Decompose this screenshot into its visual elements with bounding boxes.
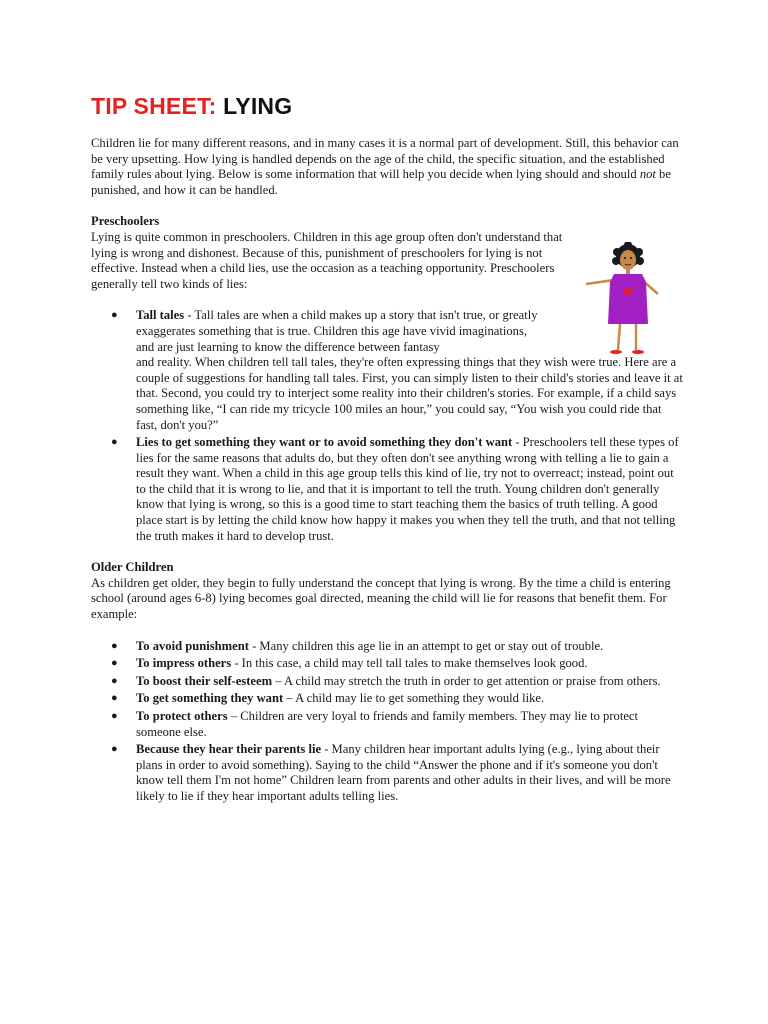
list-item-lies-to-get [91,435,683,544]
list-item-text: - In this case, a child may tell tall tales to make themselves look good. [231,656,588,671]
list-item [91,709,683,740]
older-children-paragraph: As children get older, they begin to fully understand the concept that lying is wrong. By the time a child is entering school (around ages 6-8) lying becomes goal directed, meaning the child will lie for reasons that benefit them. For example: [91,575,671,622]
older-children-list [91,639,683,805]
list-item [91,656,683,672]
list-item-text: - Preschoolers tell these types of lies for the same reasons that adults do, but they often don't see anything wrong with telling a lie to gain a result they want. When a child in this age group tells this kind of lie, try not to overreact; instead, point out to the child that it is wrong to lie, and that it is important to tell the truth. Young children don't generally know that lying is wrong, so this is a good time to start teaching them the basics of truth telling. A good place start is by letting the child know how happy it makes you when they tell the truth, and that not telling the truth makes it hard to develop trust. [136,435,679,543]
list-item-term: To protect others [136,709,228,723]
list-item-term: Lies to get something they want or to avoid something they don't want [136,435,513,450]
list-item-text-cont: and reality. When children tell tall tales, they're often expressing things that they wish were true. Here are a couple of suggestions for handling tall tales. First, you can simply listen to their child's stories and leave it at that. Second, you could try to interject some reality into their children's stories. For example, if a child says something like, “I can ride my tricycle 100 miles an hour,” you could say, “You wish you could ride that fast, don't you?” [136,355,683,432]
older-children-heading: Older Children [91,560,174,575]
intro-text-after: be punished, and how it can be handled. [91,167,671,197]
tip-sheet-page [91,92,683,807]
title-prefix: TIP SHEET: [91,93,217,119]
face-shape [620,250,636,270]
bullet-icon: ● [111,743,118,756]
list-item [91,674,683,690]
preschoolers-paragraph: Lying is quite common in preschoolers. Children in this age group often don't understand that lying is wrong and dishonest. Because of this, punishment of preschoolers for lying is not effective. Instead when a child lies, use the occasion as a teaching opportunity. Preschoolers generally tell two kinds of lies: [91,229,563,291]
older-children-section [91,560,683,804]
left-arm [586,280,614,284]
preschoolers-heading: Preschoolers [91,214,160,229]
dress-shape [608,274,648,324]
girl-clipart-icon [580,242,670,360]
intro-section [91,136,683,198]
left-shoe [610,350,622,354]
list-item [91,639,683,655]
title-main: LYING [223,93,293,119]
list-item-text: - Many children this age lie in an attempt to get or stay out of trouble. [248,638,604,653]
left-leg [618,324,620,350]
list-item-term: To boost their self-esteem [136,673,273,688]
intro-emphasis: not [639,167,656,182]
list-item-text: – A child may lie to get something they would like. [283,691,545,706]
list-item-text: – A child may stretch the truth in order to get attention or praise from others. [272,673,661,688]
list-item [91,742,683,804]
bullet-icon: ● [111,674,118,687]
intro-text-before: Children lie for many different reasons, and in many cases it is a normal part of development. Still, this behavior can be very upsetting. How lying is handled depends on the age of the child, the specific situation, and the established family rules about lying. Below is some information that will help you decide when lying should and should [91,136,679,182]
list-item-term: Because they hear their parents lie [136,742,322,757]
bullet-icon: ● [111,692,118,705]
list-item [91,691,683,707]
bullet-icon: ● [111,639,118,652]
right-shoe [632,350,644,354]
list-item-term: Tall tales [136,308,185,323]
page-title [91,92,683,120]
tall-tales-narrow [136,308,546,355]
intro-paragraph [91,136,683,198]
list-item-term: To get something they want [136,691,284,706]
list-item-text: - Many children hear important adults lying (e.g., lying about their plans in order to avoid something). Saying to the child “Answer the phone and if it's someone you don't know tell them I'm not home” Children learn from parents and other adults in their lives, and will be more likely to lie if they hear important adults telling lies. [136,742,671,803]
bullet-icon: ● [111,657,118,670]
bullet-icon: ● [111,436,118,449]
list-item-text: - Tall tales are when a child makes up a story that isn't true, or greatly exaggerates something that is true. Children this age have vivid imaginations, and are just learning to know the difference between fantasy [136,308,538,354]
list-item-text: – Children are very loyal to friends and family members. They may lie to protect someone else. [136,709,638,739]
list-item-term: To impress others [136,656,232,671]
list-item-term: To avoid punishment [136,638,249,653]
bullet-icon: ● [111,309,118,322]
bullet-icon: ● [111,710,118,722]
